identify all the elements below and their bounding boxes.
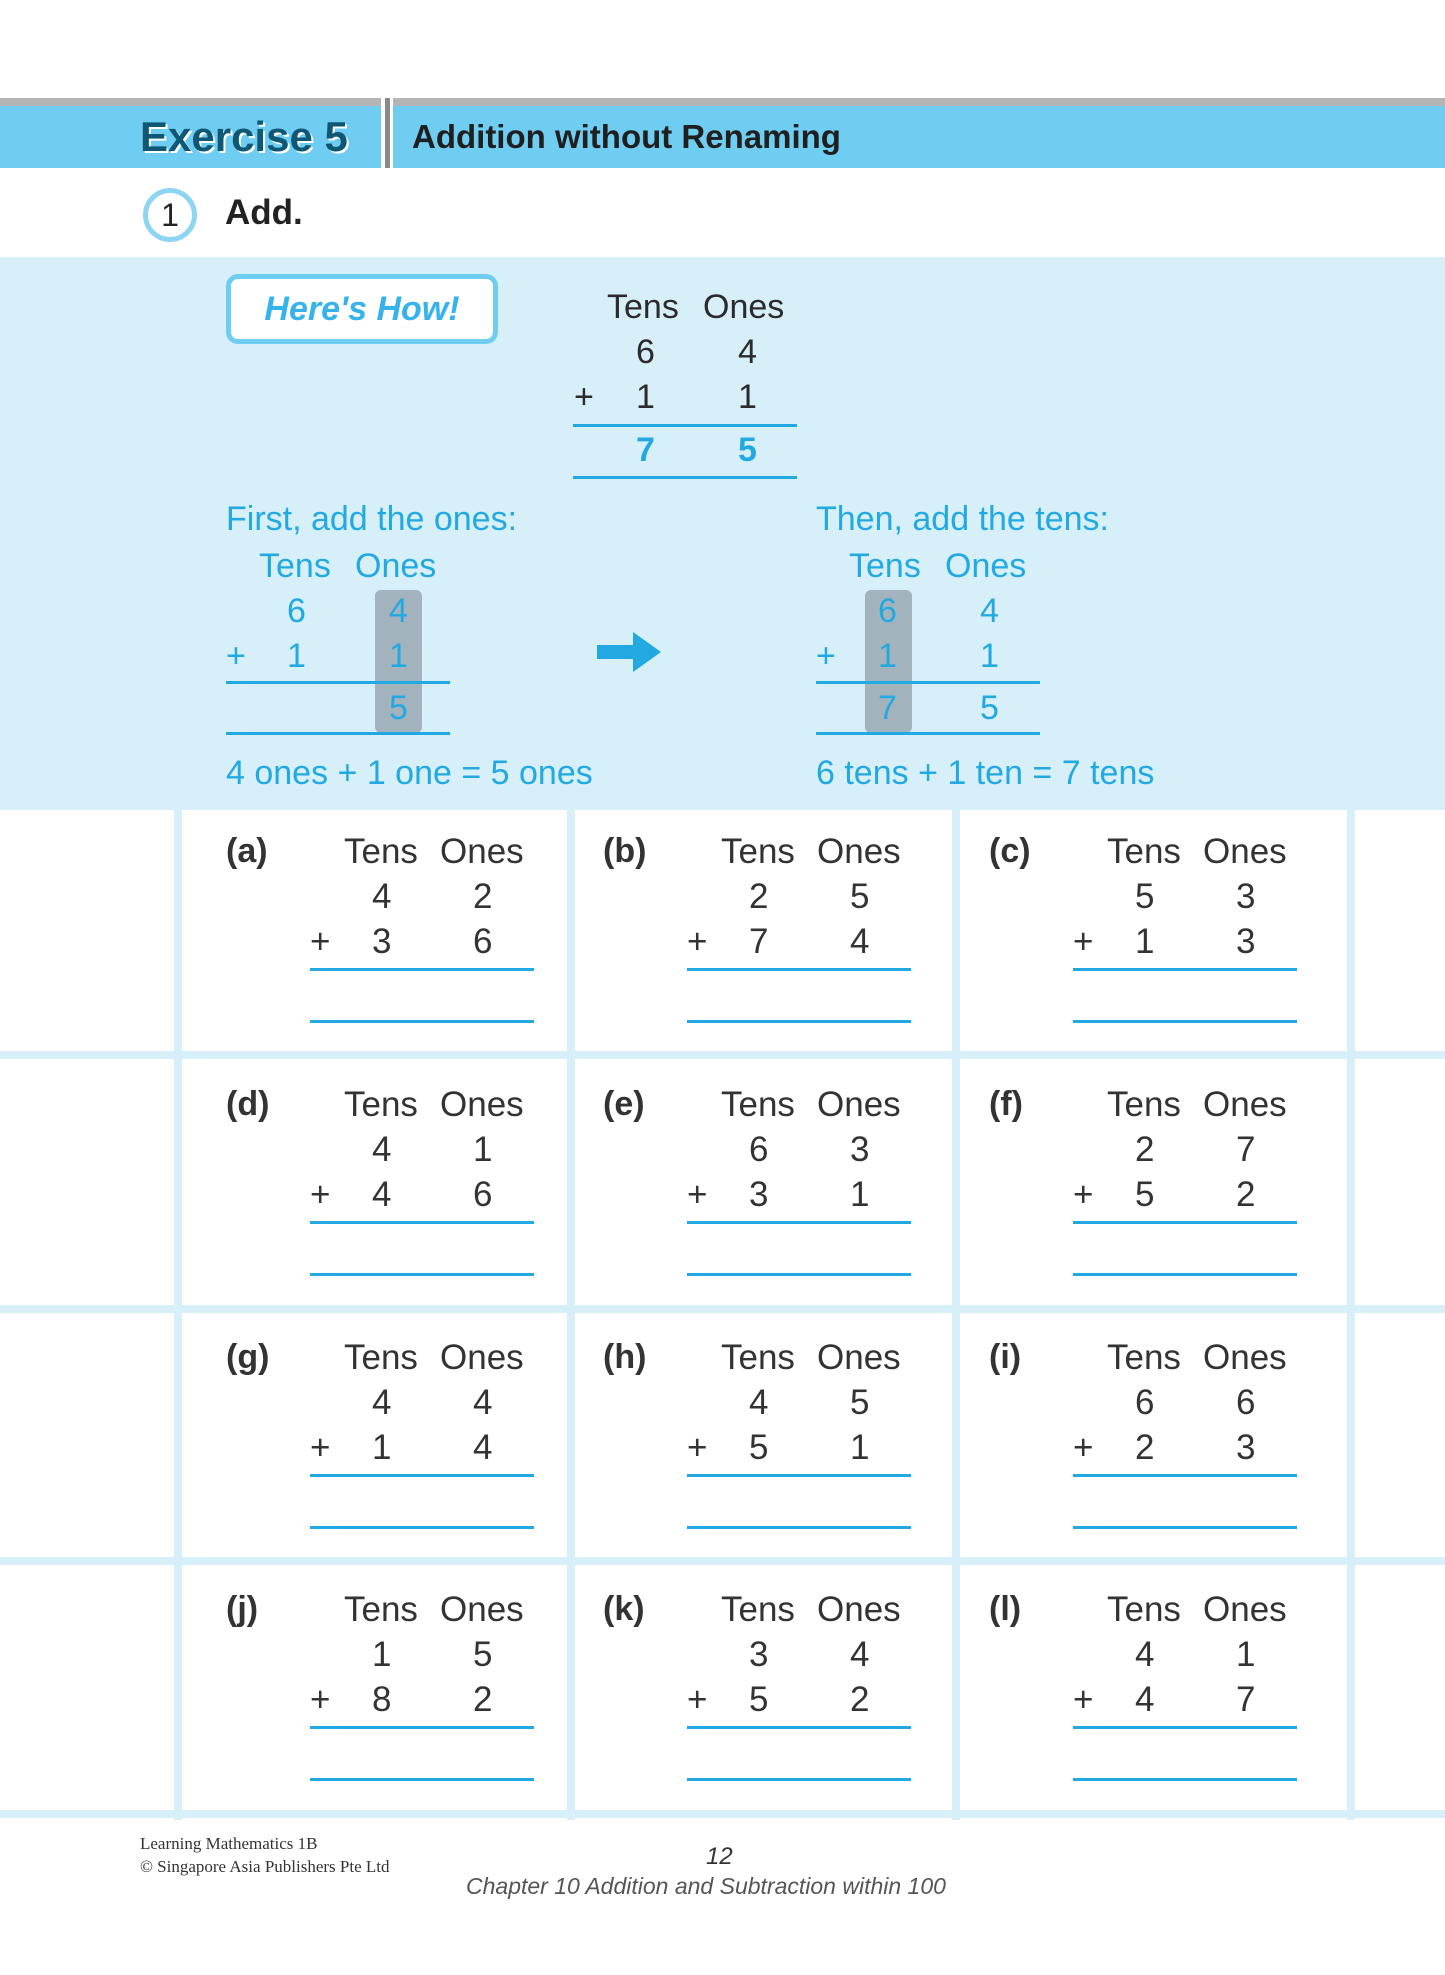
- top-ones-digit: 5: [850, 877, 870, 916]
- answer-line: [310, 1778, 534, 1781]
- bottom-ones-digit: 1: [850, 1428, 870, 1467]
- answer-line: [1073, 1273, 1297, 1276]
- header-divider-shade: [385, 98, 390, 168]
- problem-label: (e): [603, 1085, 645, 1123]
- sum-line: [687, 968, 911, 971]
- section-title: Addition without Renaming: [412, 118, 841, 155]
- top-tens-digit: 6: [749, 1130, 769, 1169]
- grid-line-horizontal: [0, 1810, 1445, 1818]
- problem-label: (b): [603, 832, 647, 870]
- footer-book-title: Learning Mathematics 1B: [140, 1834, 318, 1853]
- top-tens-digit: 6: [287, 592, 306, 630]
- top-tens-digit: 2: [1135, 1130, 1155, 1169]
- top-ones-digit: 5: [473, 1635, 493, 1674]
- bottom-tens-digit: 4: [372, 1175, 392, 1214]
- top-ones-digit: 6: [1236, 1383, 1256, 1422]
- bottom-ones-digit: 3: [1236, 922, 1256, 961]
- answer-line: [310, 1020, 534, 1023]
- top-ones-digit: 1: [473, 1130, 493, 1169]
- grid-line-horizontal: [0, 1051, 1445, 1059]
- tens-header: Tens: [344, 1085, 418, 1124]
- top-ones-digit: 3: [850, 1130, 870, 1169]
- problem-label: (j): [226, 1590, 259, 1628]
- top-tens-digit: 4: [372, 877, 392, 916]
- ones-header: Ones: [355, 547, 437, 585]
- bottom-ones-digit: 6: [473, 922, 493, 961]
- grid-line-vertical: [952, 810, 960, 1820]
- bottom-ones-digit: 2: [850, 1680, 870, 1719]
- answer-line: [310, 1526, 534, 1529]
- sum-line: [310, 1474, 534, 1477]
- tens-header: Tens: [259, 547, 331, 585]
- answer-line: [687, 1526, 911, 1529]
- bottom-ones-digit: 3: [1236, 1428, 1256, 1467]
- plus-sign: +: [816, 637, 836, 675]
- heres-how-badge: Here's How!: [226, 274, 498, 344]
- answer-ones-digit: 5: [389, 689, 408, 727]
- exercise-title: Exercise 5: [140, 113, 348, 160]
- tens-header: Tens: [607, 288, 679, 326]
- top-tens-digit: 4: [1135, 1635, 1155, 1674]
- plus-sign: +: [1073, 922, 1094, 961]
- top-tens-digit: 5: [1135, 877, 1155, 916]
- sum-line: [310, 1221, 534, 1224]
- bottom-tens-digit: 7: [749, 922, 769, 961]
- ones-header: Ones: [817, 832, 901, 871]
- plus-sign: +: [687, 1680, 708, 1719]
- answer-line: [1073, 1020, 1297, 1023]
- answer-line: [1073, 1526, 1297, 1529]
- sum-line: [310, 968, 534, 971]
- answer-line: [1073, 1778, 1297, 1781]
- ones-header: Ones: [440, 1085, 524, 1124]
- answer-line: [310, 1273, 534, 1276]
- bottom-tens-digit: 3: [749, 1175, 769, 1214]
- top-ones-digit: 4: [850, 1635, 870, 1674]
- bottom-tens-digit: 5: [749, 1680, 769, 1719]
- ones-header: Ones: [1203, 1338, 1287, 1377]
- tens-header: Tens: [344, 832, 418, 871]
- answer-line: [687, 1020, 911, 1023]
- top-ones-digit: 2: [473, 877, 493, 916]
- plus-sign: +: [687, 922, 708, 961]
- bottom-tens-digit: 1: [372, 1428, 392, 1467]
- sum-line: [687, 1221, 911, 1224]
- sum-line: [1073, 968, 1297, 971]
- tens-header: Tens: [721, 1085, 795, 1124]
- plus-sign: +: [226, 637, 246, 675]
- grid-line-horizontal: [0, 1557, 1445, 1565]
- tens-header: Tens: [849, 547, 921, 585]
- top-ones-digit: 4: [980, 592, 999, 630]
- tens-header: Tens: [344, 1338, 418, 1377]
- ones-header: Ones: [945, 547, 1027, 585]
- top-ones-digit: 3: [1236, 877, 1256, 916]
- plus-sign: +: [1073, 1680, 1094, 1719]
- ones-header: Ones: [817, 1338, 901, 1377]
- answer-line: [226, 732, 450, 735]
- sum-line: [687, 1474, 911, 1477]
- plus-sign: +: [687, 1175, 708, 1214]
- tens-header: Tens: [721, 832, 795, 871]
- top-tens-digit: 6: [878, 592, 897, 630]
- ones-header: Ones: [703, 288, 785, 326]
- ones-header: Ones: [1203, 1085, 1287, 1124]
- top-tens-digit: 3: [749, 1635, 769, 1674]
- bottom-tens-digit: 1: [636, 378, 655, 416]
- step-caption: 4 ones + 1 one = 5 ones: [226, 754, 593, 792]
- problem-label: (l): [989, 1590, 1022, 1628]
- page-number: 12: [706, 1843, 733, 1870]
- question-instruction: Add.: [225, 193, 303, 232]
- bottom-ones-digit: 1: [389, 637, 408, 675]
- tens-header: Tens: [1107, 1085, 1181, 1124]
- bottom-ones-digit: 4: [473, 1428, 493, 1467]
- top-tens-digit: 4: [372, 1383, 392, 1422]
- bottom-ones-digit: 1: [850, 1175, 870, 1214]
- problem-label: (h): [603, 1338, 647, 1376]
- top-ones-digit: 5: [850, 1383, 870, 1422]
- ones-header: Ones: [1203, 1590, 1287, 1629]
- ones-header: Ones: [817, 1590, 901, 1629]
- answer-tens-digit: 7: [636, 431, 655, 469]
- sum-line: [573, 424, 797, 427]
- right-arrow-icon: [597, 630, 663, 674]
- top-tens-digit: 2: [749, 877, 769, 916]
- bottom-tens-digit: 5: [1135, 1175, 1155, 1214]
- sum-line: [687, 1726, 911, 1729]
- plus-sign: +: [1073, 1428, 1094, 1467]
- chapter-title: Chapter 10 Addition and Subtraction within 100: [466, 1873, 946, 1899]
- header-top-rule: [0, 98, 1445, 106]
- answer-line: [687, 1778, 911, 1781]
- answer-line: [816, 732, 1040, 735]
- grid-line-vertical: [174, 810, 182, 1820]
- sum-line: [816, 681, 1040, 684]
- top-ones-digit: 4: [738, 333, 757, 371]
- top-ones-digit: 1: [1236, 1635, 1256, 1674]
- bottom-ones-digit: 1: [980, 637, 999, 675]
- answer-line: [687, 1273, 911, 1276]
- sum-line: [310, 1726, 534, 1729]
- tens-header: Tens: [344, 1590, 418, 1629]
- tens-header: Tens: [1107, 1338, 1181, 1377]
- grid-line-vertical: [1347, 810, 1355, 1820]
- bottom-tens-digit: 1: [1135, 922, 1155, 961]
- answer-line: [573, 476, 797, 479]
- sum-line: [1073, 1221, 1297, 1224]
- sum-line: [226, 681, 450, 684]
- problem-label: (d): [226, 1085, 270, 1123]
- tens-header: Tens: [721, 1590, 795, 1629]
- sum-line: [1073, 1726, 1297, 1729]
- question-number-badge: 1: [143, 188, 197, 242]
- bottom-tens-digit: 5: [749, 1428, 769, 1467]
- top-tens-digit: 4: [749, 1383, 769, 1422]
- step-caption: 6 tens + 1 ten = 7 tens: [816, 754, 1155, 792]
- problem-label: (a): [226, 832, 268, 870]
- ones-header: Ones: [440, 1590, 524, 1629]
- ones-header: Ones: [1203, 832, 1287, 871]
- step-title: First, add the ones:: [226, 500, 518, 538]
- top-ones-digit: 4: [389, 592, 408, 630]
- tens-header: Tens: [721, 1338, 795, 1377]
- top-ones-digit: 4: [473, 1383, 493, 1422]
- problem-label: (k): [603, 1590, 645, 1628]
- top-tens-digit: 4: [372, 1130, 392, 1169]
- plus-sign: +: [310, 922, 331, 961]
- ones-header: Ones: [440, 832, 524, 871]
- problem-label: (f): [989, 1085, 1023, 1123]
- top-tens-digit: 6: [636, 333, 655, 371]
- ones-header: Ones: [440, 1338, 524, 1377]
- bottom-ones-digit: 6: [473, 1175, 493, 1214]
- plus-sign: +: [574, 378, 594, 416]
- bottom-ones-digit: 7: [1236, 1680, 1256, 1719]
- answer-ones-digit: 5: [980, 689, 999, 727]
- plus-sign: +: [310, 1175, 331, 1214]
- bottom-ones-digit: 2: [473, 1680, 493, 1719]
- tens-header: Tens: [1107, 832, 1181, 871]
- problem-label: (c): [989, 832, 1031, 870]
- bottom-tens-digit: 4: [1135, 1680, 1155, 1719]
- footer-copyright: © Singapore Asia Publishers Pte Ltd: [140, 1857, 390, 1876]
- top-ones-digit: 7: [1236, 1130, 1256, 1169]
- bottom-ones-digit: 4: [850, 922, 870, 961]
- answer-ones-digit: 5: [738, 431, 757, 469]
- sum-line: [1073, 1474, 1297, 1477]
- plus-sign: +: [1073, 1175, 1094, 1214]
- plus-sign: +: [310, 1428, 331, 1467]
- plus-sign: +: [310, 1680, 331, 1719]
- tens-header: Tens: [1107, 1590, 1181, 1629]
- top-tens-digit: 6: [1135, 1383, 1155, 1422]
- bottom-tens-digit: 2: [1135, 1428, 1155, 1467]
- heres-how-panel: [0, 257, 1445, 810]
- bottom-tens-digit: 1: [878, 637, 897, 675]
- grid-line-horizontal: [0, 1305, 1445, 1313]
- bottom-ones-digit: 1: [738, 378, 757, 416]
- answer-tens-digit: 7: [878, 689, 897, 727]
- step-title: Then, add the tens:: [816, 500, 1109, 538]
- bottom-tens-digit: 8: [372, 1680, 392, 1719]
- bottom-ones-digit: 2: [1236, 1175, 1256, 1214]
- problem-label: (i): [989, 1338, 1022, 1376]
- bottom-tens-digit: 3: [372, 922, 392, 961]
- bottom-tens-digit: 1: [287, 637, 306, 675]
- plus-sign: +: [687, 1428, 708, 1467]
- ones-header: Ones: [817, 1085, 901, 1124]
- top-tens-digit: 1: [372, 1635, 392, 1674]
- grid-line-vertical: [567, 810, 575, 1820]
- problem-label: (g): [226, 1338, 270, 1376]
